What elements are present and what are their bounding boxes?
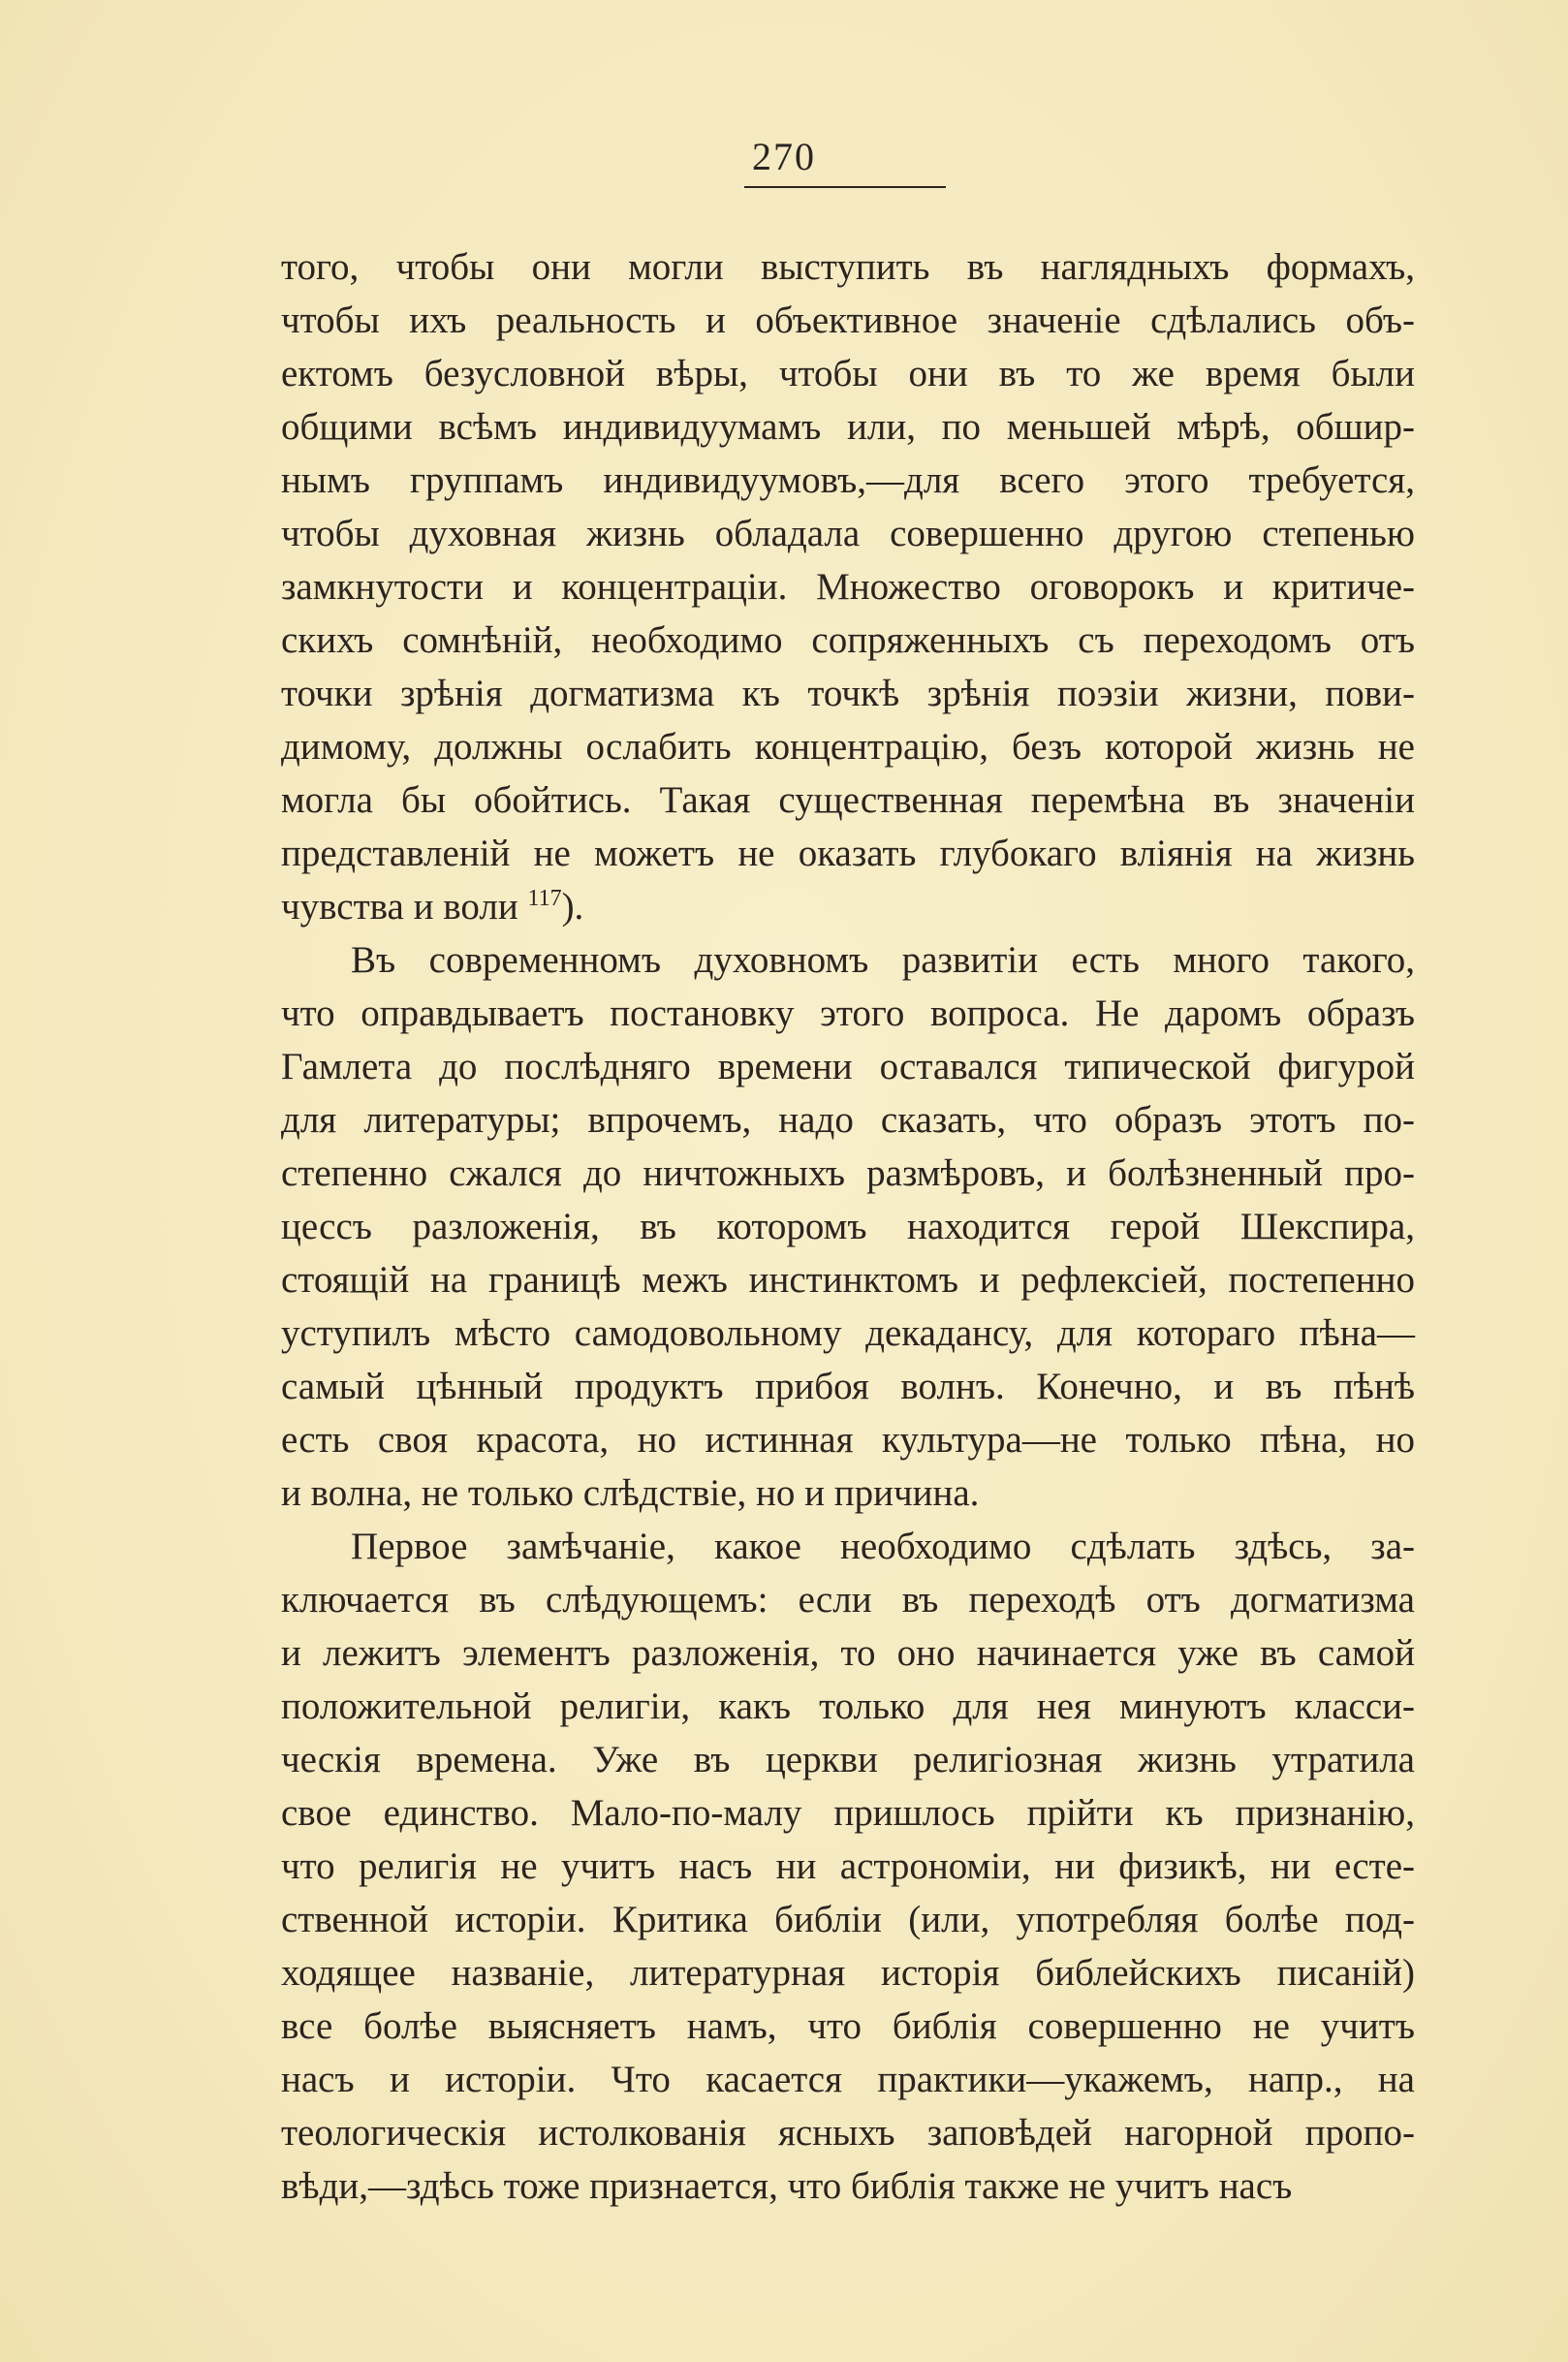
line-text: точки зрѣнiя догматизма къ точкѣ зрѣнiя поэзiи жизни, пови-: [281, 673, 1415, 714]
text-line: [281, 294, 1415, 347]
text-line: [281, 2106, 1415, 2159]
line-text: могла бы обойтись. Такая существенная перемѣна въ значенiи: [281, 779, 1415, 821]
text-line: [281, 933, 1415, 987]
text-line: [281, 2053, 1415, 2106]
body-text: [281, 240, 1415, 2213]
text-line: [281, 614, 1415, 667]
line-text: Въ современномъ духовномъ развитiи есть много такого,: [351, 939, 1415, 981]
line-text: замкнутости и концентрацiи. Множество оговорокъ и критиче-: [281, 566, 1415, 608]
text-line: [281, 400, 1415, 454]
text-line: [281, 773, 1415, 827]
text-line: [281, 1573, 1415, 1626]
line-text: чтобы ихъ реальность и объективное значенiе сдѣлались объ-: [281, 299, 1415, 341]
text-line: [281, 827, 1415, 880]
text-line: [281, 1733, 1415, 1786]
line-text: для литературы; впрочемъ, надо сказать, что образъ этотъ по-: [281, 1099, 1415, 1141]
text-line: [281, 987, 1415, 1040]
text-line: [281, 1200, 1415, 1253]
page-number: 270: [752, 135, 816, 178]
line-text: что религiя не учитъ насъ ни астрономiи, ни физикѣ, ни есте-: [281, 1845, 1415, 1887]
text-line: [281, 1040, 1415, 1093]
line-text: представленiй не можетъ не оказать глубокаго влiянiя на жизнь: [281, 833, 1415, 874]
text-line: [281, 1680, 1415, 1733]
line-text: теологическiя истолкованiя ясныхъ заповѣдей нагорной пропо-: [281, 2112, 1415, 2154]
header-rule: [744, 186, 946, 188]
line-text: самый цѣнный продуктъ прибоя волнъ. Конечно, и въ пѣнѣ: [281, 1366, 1415, 1407]
line-text: нымъ группамъ индивидуумовъ,—для всего этого требуется,: [281, 459, 1415, 501]
text-line: [281, 1786, 1415, 1840]
text-line: [281, 2159, 1415, 2213]
line-text: и лежитъ элементъ разложенiя, то оно начинается уже въ самой: [281, 1632, 1415, 1674]
footnote-reference[interactable]: 117: [527, 886, 562, 911]
line-text: ходящее названiе, литературная исторiя библейскихъ писанiй): [281, 1952, 1415, 1994]
text-line: [281, 1840, 1415, 1893]
line-text: ческiя времена. Уже въ церкви религiозная жизнь утратила: [281, 1739, 1415, 1780]
line-text: степенно сжался до ничтожныхъ размѣровъ, и болѣзненный про-: [281, 1152, 1415, 1194]
line-text: все болѣе выясняетъ намъ, что библiя совершенно не учитъ: [281, 2005, 1415, 2047]
text-line: [281, 1466, 1415, 1520]
line-text: стоящiй на границѣ межъ инстинктомъ и рефлексiей, постепенно: [281, 1259, 1415, 1301]
text-line: [281, 667, 1415, 720]
text-line: [281, 1946, 1415, 2000]
text-line: [281, 1520, 1415, 1573]
line-text: уступилъ мѣсто самодовольному декадансу, для котораго пѣна—: [281, 1312, 1415, 1354]
line-text: ектомъ безусловной вѣры, чтобы они въ то же время были: [281, 353, 1415, 394]
line-text: общими всѣмъ индивидуумамъ или, по меньшей мѣрѣ, обшир-: [281, 406, 1415, 448]
text-line: [281, 1147, 1415, 1200]
line-text: есть своя красота, но истинная культура—не только пѣна, но: [281, 1419, 1415, 1461]
line-text: положительной религiи, какъ только для нея минуютъ класси-: [281, 1685, 1415, 1727]
text-line: [281, 454, 1415, 507]
line-text: Первое замѣчанiе, какое необходимо сдѣлать здѣсь, за-: [351, 1526, 1415, 1567]
text-line: [281, 720, 1415, 773]
text-line: [281, 1307, 1415, 1360]
line-text: вѣди,—здѣсь тоже признается, что библiя также не учитъ насъ: [281, 2165, 1293, 2207]
text-line: [281, 560, 1415, 614]
text-line: [281, 1093, 1415, 1147]
line-text: ключается въ слѣдующемъ: если въ переходѣ отъ догматизма: [281, 1579, 1415, 1621]
line-text: Гамлета до послѣдняго времени оставался типической фигурой: [281, 1046, 1415, 1087]
text-line: [281, 507, 1415, 560]
text-line: [281, 347, 1415, 400]
line-text: цессъ разложенiя, въ которомъ находится герой Шекспира,: [281, 1206, 1415, 1247]
text-line: [281, 1360, 1415, 1413]
line-text: насъ и исторiи. Что касается практики—укажемъ, напр., на: [281, 2059, 1415, 2100]
line-text: димому, должны ослабить концентрацiю, безъ которой жизнь не: [281, 726, 1415, 768]
line-text: того, чтобы они могли выступить въ наглядныхъ формахъ,: [281, 246, 1415, 288]
text-line: [281, 1413, 1415, 1466]
text-line: [281, 240, 1415, 294]
text-line: [281, 880, 1415, 933]
line-text: скихъ сомнѣнiй, необходимо сопряженныхъ съ переходомъ отъ: [281, 619, 1415, 661]
line-text: и волна, не только слѣдствiе, но и причина.: [281, 1472, 980, 1514]
line-text: что оправдываетъ постановку этого вопроса. Не даромъ образъ: [281, 992, 1415, 1034]
text-line: [281, 1253, 1415, 1307]
line-text: свое единство. Мало-по-малу пришлось прiйти къ признанiю,: [281, 1792, 1415, 1834]
line-text: ственной исторiи. Критика библiи (или, употребляя болѣе под-: [281, 1899, 1415, 1940]
line-text: чувства и воли: [281, 886, 518, 928]
text-line: [281, 1626, 1415, 1680]
text-line: [281, 1893, 1415, 1946]
text-line: [281, 2000, 1415, 2053]
line-tail: ).: [561, 886, 584, 928]
line-text: чтобы духовная жизнь обладала совершенно другою степенью: [281, 513, 1415, 554]
